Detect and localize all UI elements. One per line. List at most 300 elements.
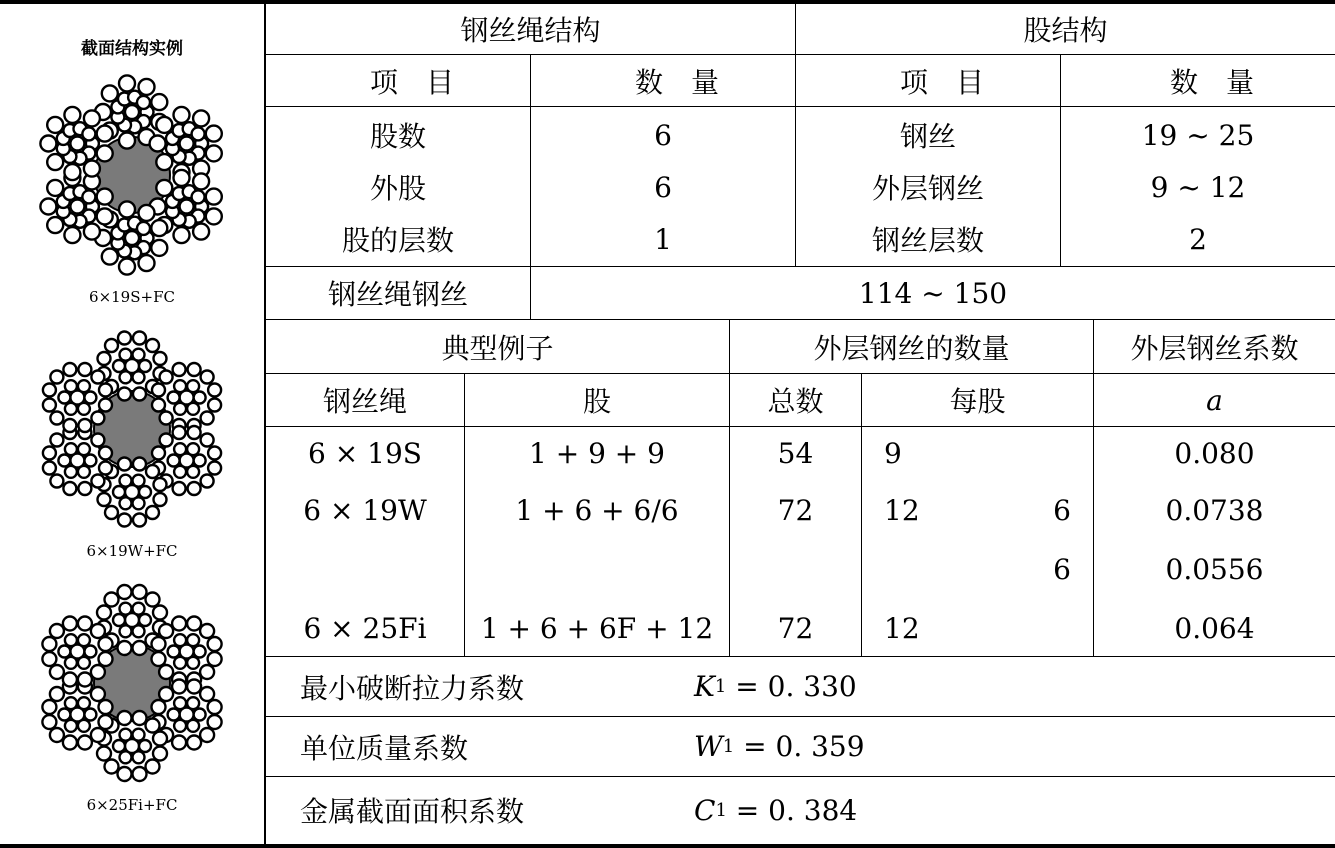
- wire: [99, 399, 112, 412]
- wire: [208, 399, 221, 412]
- wire: [84, 110, 100, 126]
- wire: [192, 127, 205, 140]
- wire: [65, 697, 77, 709]
- wire: [99, 700, 113, 714]
- wire: [173, 426, 186, 439]
- wire: [120, 497, 132, 509]
- wire: [154, 478, 167, 491]
- wire: [118, 514, 131, 527]
- wire: [187, 736, 201, 750]
- coefficient-symbol: K: [694, 670, 715, 703]
- wire: [159, 624, 173, 638]
- wire: [63, 617, 77, 631]
- wire: [70, 137, 84, 151]
- wire: [194, 709, 206, 721]
- example-per-strand-outer: [884, 544, 964, 594]
- wire: [99, 447, 112, 460]
- wire: [97, 208, 113, 224]
- wire: [63, 482, 76, 495]
- wire: [78, 466, 90, 478]
- wire: [42, 637, 56, 651]
- wire: [168, 709, 180, 721]
- wire: [64, 164, 80, 180]
- wire: [156, 180, 172, 196]
- wire: [208, 384, 221, 397]
- wire: [173, 363, 186, 376]
- wire: [200, 624, 214, 638]
- coefficient-subscript: 1: [715, 799, 727, 821]
- wire: [192, 190, 205, 203]
- wire: [160, 371, 173, 384]
- wire: [78, 720, 90, 732]
- wire: [168, 392, 180, 404]
- strand-row-label: 钢丝: [899, 120, 956, 153]
- wire: [78, 380, 90, 392]
- wire: [133, 603, 145, 615]
- wire: [119, 133, 135, 149]
- outer-wire-coeff-heading: 外层钢丝系数: [1130, 331, 1299, 365]
- wire: [40, 136, 56, 152]
- wire: [91, 434, 104, 447]
- wire: [201, 434, 214, 447]
- wire: [118, 711, 132, 725]
- wire: [206, 126, 222, 142]
- wire: [133, 388, 146, 401]
- strand-item-header: 项目: [899, 65, 1012, 99]
- wire: [187, 697, 199, 709]
- coefficient-label: 金属截面面积系数: [300, 795, 525, 828]
- wire: [65, 443, 77, 455]
- wire: [97, 606, 111, 620]
- wire: [113, 614, 125, 626]
- wire: [187, 466, 199, 478]
- wire: [120, 751, 132, 763]
- wire: [99, 462, 112, 475]
- rope-wires-value: 114 ~ 150: [858, 276, 1008, 310]
- wire: [78, 482, 91, 495]
- wire: [146, 339, 159, 352]
- wire: [188, 482, 201, 495]
- grid-line: [266, 426, 1335, 427]
- wire: [187, 443, 199, 455]
- wire: [151, 94, 167, 110]
- wire: [200, 665, 214, 679]
- wire: [99, 715, 113, 729]
- wire: [84, 709, 96, 721]
- wire: [125, 231, 139, 245]
- wire: [42, 652, 56, 666]
- example-strand: [465, 544, 729, 594]
- wire: [65, 720, 77, 732]
- wire: [153, 606, 167, 620]
- wire: [187, 634, 199, 646]
- coefficient-subscript: 1: [722, 736, 735, 757]
- wire: [78, 443, 90, 455]
- example-rope: 6 × 25Fi: [303, 611, 427, 645]
- wire: [156, 154, 172, 170]
- wire: [208, 637, 222, 651]
- wire: [151, 220, 167, 236]
- wire: [208, 447, 221, 460]
- example-rope: 6 × 19S: [308, 436, 422, 470]
- example-strand: 1 + 9 + 9: [529, 436, 665, 470]
- wire: [208, 462, 221, 475]
- wire: [152, 399, 165, 412]
- wire: [208, 715, 222, 729]
- wire: [187, 617, 201, 631]
- grid-line: [266, 106, 1335, 107]
- wire: [133, 332, 146, 345]
- wire: [180, 200, 194, 214]
- example-a: 0.0738: [1165, 493, 1264, 527]
- example-strand: 1 + 6 + 6/6: [515, 493, 679, 527]
- wire: [50, 728, 64, 742]
- wire: [91, 687, 105, 701]
- wire: [118, 458, 131, 471]
- wire: [78, 634, 90, 646]
- wire: [194, 392, 206, 404]
- wire: [118, 585, 132, 599]
- col-header-strand: 股: [582, 385, 611, 418]
- wire: [193, 173, 209, 189]
- figure-caption-1: 6×19S+FC: [89, 288, 175, 306]
- wire: [118, 388, 131, 401]
- wire: [133, 475, 145, 487]
- strand-structure-heading: 股结构: [1023, 14, 1108, 47]
- wire: [172, 617, 186, 631]
- wire: [65, 466, 77, 478]
- strand-row-value: 19 ~ 25: [1141, 118, 1255, 152]
- wire: [137, 96, 150, 109]
- wire: [78, 419, 91, 432]
- wire: [58, 455, 70, 467]
- wire: [139, 79, 155, 95]
- typical-examples-heading: 典型例子: [441, 331, 554, 365]
- wire: [156, 117, 172, 133]
- wire: [63, 673, 77, 687]
- wire: [70, 200, 84, 214]
- figure-column-title: 截面结构实例: [81, 39, 183, 59]
- wire: [139, 255, 155, 271]
- wire: [99, 384, 112, 397]
- wire: [97, 189, 113, 205]
- wire: [50, 665, 64, 679]
- wire: [120, 475, 132, 487]
- wire: [47, 117, 63, 133]
- figure-caption-3: 6×25Fi+FC: [86, 796, 178, 814]
- example-rope: 6 × 19W: [303, 493, 427, 527]
- wire: [133, 767, 147, 781]
- wire: [118, 332, 131, 345]
- wire: [133, 458, 146, 471]
- wire: [200, 687, 214, 701]
- wire: [58, 392, 70, 404]
- wire: [174, 697, 186, 709]
- wire: [201, 475, 214, 488]
- wire: [133, 497, 145, 509]
- wire: [187, 680, 201, 694]
- wire: [43, 447, 56, 460]
- wire: [97, 747, 111, 761]
- wire: [65, 657, 77, 669]
- coefficient-value: = 0. 384: [735, 793, 858, 827]
- example-a: 0.0556: [1165, 552, 1264, 586]
- example-per-strand-inner: [1040, 428, 1084, 478]
- wire: [150, 136, 166, 152]
- coefficient-formula: [694, 717, 1094, 776]
- example-total: 54: [777, 436, 814, 470]
- wire: [91, 475, 104, 488]
- wire: [84, 646, 96, 658]
- wire: [97, 126, 113, 142]
- wire: [159, 665, 173, 679]
- wire: [139, 205, 155, 221]
- example-per-strand-outer: 12: [884, 611, 920, 645]
- wire: [119, 259, 135, 275]
- coefficient-symbol: W: [694, 730, 723, 763]
- wire: [43, 384, 56, 397]
- wire: [206, 189, 222, 205]
- wire: [174, 403, 186, 415]
- wire: [133, 625, 145, 637]
- wire: [102, 85, 118, 101]
- wire: [139, 486, 151, 498]
- wire: [168, 646, 180, 658]
- wire: [174, 107, 190, 123]
- wire: [58, 709, 70, 721]
- example-per-strand-inner: 6: [1053, 552, 1071, 586]
- wire: [105, 593, 119, 607]
- wire: [91, 371, 104, 384]
- wire: [98, 352, 111, 365]
- col-header-a: a: [1206, 383, 1223, 417]
- wire: [153, 732, 167, 746]
- wire: [63, 363, 76, 376]
- wire: [105, 506, 118, 519]
- wire: [119, 75, 135, 91]
- wire: [50, 434, 63, 447]
- wire: [206, 208, 222, 224]
- wire: [113, 740, 125, 752]
- col-header-per-strand: 每股: [949, 385, 1006, 418]
- wire: [133, 585, 147, 599]
- wire: [174, 227, 190, 243]
- rope-cross-section-6x19s: [27, 64, 237, 286]
- wire: [133, 711, 147, 725]
- wire: [78, 736, 92, 750]
- wire: [188, 363, 201, 376]
- wire: [43, 399, 56, 412]
- wire: [65, 634, 77, 646]
- wire: [133, 371, 145, 383]
- example-rope: [266, 544, 464, 594]
- wire: [50, 475, 63, 488]
- wire: [187, 657, 199, 669]
- wire: [91, 665, 105, 679]
- wire: [133, 349, 145, 361]
- strand-row-value: 2: [1189, 222, 1207, 256]
- wire: [119, 201, 135, 217]
- wire: [187, 720, 199, 732]
- wire: [65, 403, 77, 415]
- wire: [174, 720, 186, 732]
- wire: [64, 107, 80, 123]
- rope-row-value: 6: [654, 118, 672, 152]
- wire: [84, 161, 100, 177]
- rope-row-label: 外股: [369, 172, 426, 205]
- wire: [63, 419, 76, 432]
- wire: [146, 719, 160, 733]
- wire: [139, 614, 151, 626]
- wire: [98, 493, 111, 506]
- wire: [174, 634, 186, 646]
- wire: [64, 227, 80, 243]
- wire: [152, 637, 166, 651]
- example-per-strand-inner: 6: [1053, 493, 1071, 527]
- wire: [99, 637, 113, 651]
- rope-cross-section-6x25fi: [27, 572, 237, 794]
- wire: [160, 412, 173, 425]
- wire: [139, 740, 151, 752]
- wire: [84, 224, 100, 240]
- rope-qty-header: 数量: [634, 65, 747, 99]
- wire: [151, 240, 167, 256]
- wire: [42, 715, 56, 729]
- strand-qty-header: 数量: [1169, 65, 1282, 99]
- wire: [201, 371, 214, 384]
- wire: [172, 736, 186, 750]
- wire: [206, 145, 222, 161]
- wire: [146, 593, 160, 607]
- example-a: 0.080: [1174, 436, 1255, 470]
- wire: [168, 455, 180, 467]
- coefficient-value: = 0. 359: [743, 730, 865, 763]
- coefficient-label: 单位质量系数: [300, 731, 469, 765]
- bottom-rule: [0, 844, 1335, 848]
- wire: [153, 747, 167, 761]
- wire: [47, 217, 63, 233]
- wire: [193, 224, 209, 240]
- coefficient-value: = 0. 330: [735, 670, 857, 703]
- strand-row-label: 外层钢丝: [871, 172, 984, 205]
- wire: [120, 729, 132, 741]
- col-header-rope: 钢丝绳: [322, 385, 407, 418]
- example-per-strand-outer: 9: [884, 436, 902, 470]
- wire: [152, 447, 165, 460]
- wire: [120, 349, 132, 361]
- wire: [201, 412, 214, 425]
- wire: [78, 657, 90, 669]
- wire: [137, 222, 150, 235]
- wire: [146, 506, 159, 519]
- wire: [188, 426, 201, 439]
- wire: [82, 127, 95, 140]
- wire: [194, 646, 206, 658]
- wire: [139, 360, 151, 372]
- wire: [78, 617, 92, 631]
- outer-wire-count-heading: 外层钢丝的数量: [813, 331, 1010, 365]
- wire: [47, 180, 63, 196]
- wire: [172, 680, 186, 694]
- wire: [105, 760, 119, 774]
- wire: [50, 412, 63, 425]
- example-total: 72: [777, 611, 814, 645]
- wire: [120, 371, 132, 383]
- wire: [133, 751, 145, 763]
- wire: [97, 145, 113, 161]
- wire: [174, 657, 186, 669]
- wire: [99, 652, 113, 666]
- wire: [50, 624, 64, 638]
- rope-row-value: 1: [654, 222, 672, 256]
- wire: [187, 403, 199, 415]
- wire: [152, 384, 165, 397]
- wire: [208, 652, 222, 666]
- wire: [47, 154, 63, 170]
- wire: [42, 700, 56, 714]
- rope-wires-label: 钢丝绳钢丝: [327, 278, 468, 311]
- wire: [63, 736, 77, 750]
- wire: [194, 455, 206, 467]
- wire: [43, 462, 56, 475]
- wire: [105, 339, 118, 352]
- wire: [174, 466, 186, 478]
- coefficient-symbol: C: [694, 793, 716, 827]
- wire: [118, 767, 132, 781]
- coefficient-formula: [694, 777, 1094, 843]
- rope-item-header: 项目: [369, 65, 482, 99]
- col-header-total: 总数: [767, 385, 824, 418]
- wire: [174, 380, 186, 392]
- wire: [154, 493, 167, 506]
- example-per-strand-inner: [1040, 603, 1084, 653]
- wire: [50, 687, 64, 701]
- wire: [160, 434, 173, 447]
- example-total: [730, 544, 861, 594]
- rope-row-label: 股数: [369, 120, 426, 153]
- wire: [58, 646, 70, 658]
- rope-row-value: 6: [654, 170, 672, 204]
- wire: [78, 363, 91, 376]
- wire: [91, 624, 105, 638]
- strand-row-value: 9 ~ 12: [1150, 170, 1246, 204]
- wire: [78, 673, 92, 687]
- wire: [120, 625, 132, 637]
- coefficient-subscript: 1: [714, 676, 727, 697]
- wire: [152, 652, 166, 666]
- wire: [91, 728, 105, 742]
- wire: [133, 729, 145, 741]
- wire: [125, 105, 139, 119]
- coefficient-label: 最小破断拉力系数: [300, 671, 525, 705]
- wire: [133, 641, 147, 655]
- figure-caption-2: 6×19W+FC: [86, 542, 178, 560]
- example-a: 0.064: [1174, 611, 1255, 645]
- wire: [173, 482, 186, 495]
- rope-row-label: 股的层数: [341, 224, 454, 257]
- wire: [91, 412, 104, 425]
- wire: [133, 514, 146, 527]
- rope-structure-heading: 钢丝绳结构: [460, 14, 601, 47]
- wire: [193, 110, 209, 126]
- wire: [40, 199, 56, 215]
- wire: [152, 700, 166, 714]
- wire: [118, 641, 132, 655]
- wire: [78, 403, 90, 415]
- wire: [84, 392, 96, 404]
- wire: [84, 455, 96, 467]
- wire: [146, 465, 159, 478]
